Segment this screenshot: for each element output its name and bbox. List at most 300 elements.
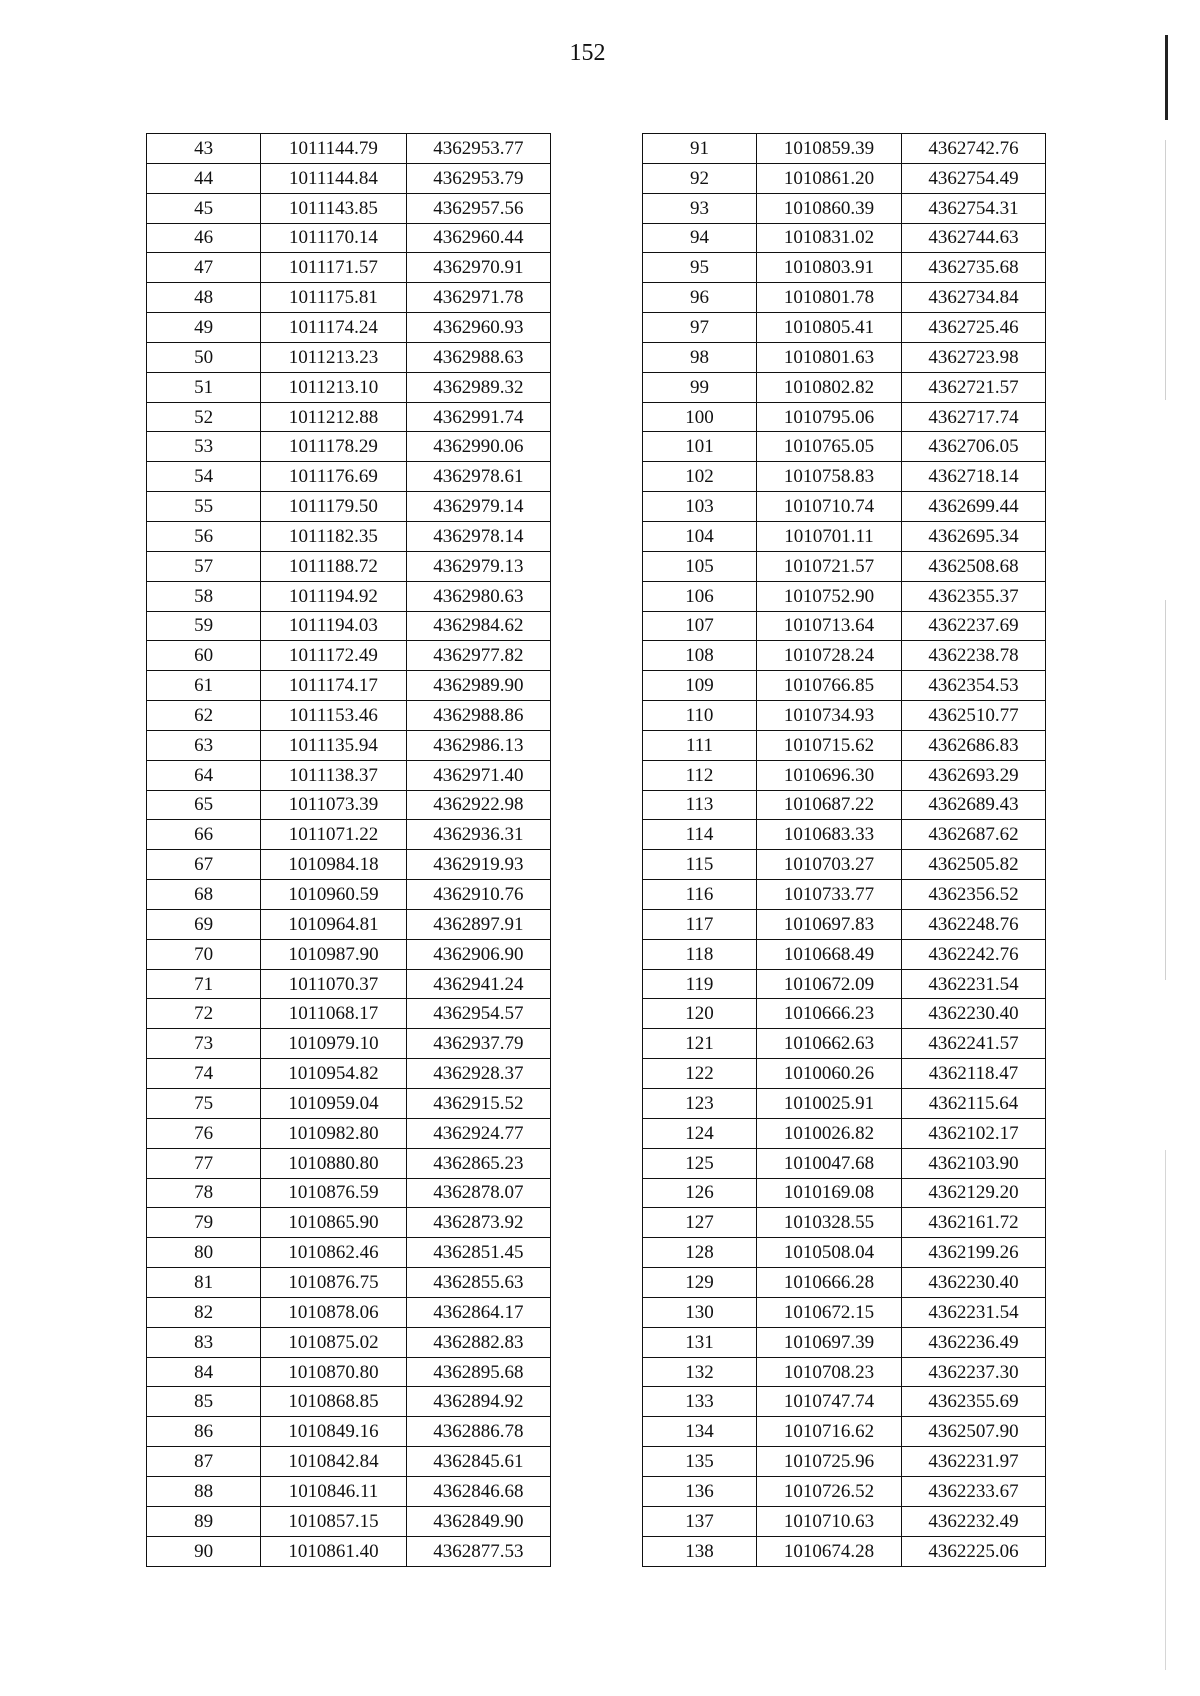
table-row <box>643 611 1046 641</box>
table-row <box>147 1357 551 1387</box>
y-coordinate-cell: 4362754.49 <box>902 163 1046 193</box>
y-coordinate-cell: 4362928.37 <box>406 1059 550 1089</box>
y-coordinate-cell: 4362984.62 <box>406 611 550 641</box>
x-coordinate-cell: 1010668.49 <box>757 939 902 969</box>
x-coordinate-cell: 1011174.17 <box>261 671 406 701</box>
y-coordinate-cell: 4362102.17 <box>902 1118 1046 1148</box>
x-coordinate-cell: 1010328.55 <box>757 1208 902 1238</box>
table-row <box>147 1297 551 1327</box>
x-coordinate-cell: 1010765.05 <box>757 432 902 462</box>
point-number-cell: 137 <box>643 1506 757 1536</box>
y-coordinate-cell: 4362241.57 <box>902 1029 1046 1059</box>
y-coordinate-cell: 4362230.40 <box>902 1268 1046 1298</box>
point-number-cell: 118 <box>643 939 757 969</box>
x-coordinate-cell: 1011070.37 <box>261 969 406 999</box>
point-number-cell: 91 <box>643 134 757 164</box>
point-number-cell: 59 <box>147 611 261 641</box>
x-coordinate-cell: 1010662.63 <box>757 1029 902 1059</box>
y-coordinate-cell: 4362354.53 <box>902 671 1046 701</box>
x-coordinate-cell: 1010734.93 <box>757 701 902 731</box>
x-coordinate-cell: 1010861.20 <box>757 163 902 193</box>
x-coordinate-cell: 1010710.74 <box>757 492 902 522</box>
x-coordinate-cell: 1011212.88 <box>261 402 406 432</box>
point-number-cell: 49 <box>147 313 261 343</box>
x-coordinate-cell: 1011179.50 <box>261 492 406 522</box>
point-number-cell: 63 <box>147 730 261 760</box>
y-coordinate-cell: 4362978.61 <box>406 462 550 492</box>
point-number-cell: 119 <box>643 969 757 999</box>
table-row <box>147 611 551 641</box>
x-coordinate-cell: 1011073.39 <box>261 790 406 820</box>
point-number-cell: 117 <box>643 909 757 939</box>
y-coordinate-cell: 4362846.68 <box>406 1476 550 1506</box>
y-coordinate-cell: 4362735.68 <box>902 253 1046 283</box>
y-coordinate-cell: 4362878.07 <box>406 1178 550 1208</box>
point-number-cell: 128 <box>643 1238 757 1268</box>
table-row <box>643 134 1046 164</box>
point-number-cell: 62 <box>147 701 261 731</box>
point-number-cell: 104 <box>643 521 757 551</box>
x-coordinate-cell: 1010672.15 <box>757 1297 902 1327</box>
point-number-cell: 92 <box>643 163 757 193</box>
y-coordinate-cell: 4362979.14 <box>406 492 550 522</box>
point-number-cell: 68 <box>147 880 261 910</box>
point-number-cell: 94 <box>643 223 757 253</box>
point-number-cell: 71 <box>147 969 261 999</box>
y-coordinate-cell: 4362103.90 <box>902 1148 1046 1178</box>
table-row <box>147 521 551 551</box>
point-number-cell: 125 <box>643 1148 757 1178</box>
table-row <box>643 462 1046 492</box>
point-number-cell: 120 <box>643 999 757 1029</box>
point-number-cell: 77 <box>147 1148 261 1178</box>
table-row <box>147 939 551 969</box>
y-coordinate-cell: 4362989.32 <box>406 372 550 402</box>
table-row <box>147 1476 551 1506</box>
point-number-cell: 76 <box>147 1118 261 1148</box>
point-number-cell: 47 <box>147 253 261 283</box>
table-row <box>147 283 551 313</box>
x-coordinate-cell: 1010878.06 <box>261 1297 406 1327</box>
point-number-cell: 90 <box>147 1536 261 1566</box>
point-number-cell: 79 <box>147 1208 261 1238</box>
table-row <box>643 551 1046 581</box>
x-coordinate-cell: 1010696.30 <box>757 760 902 790</box>
table-row <box>643 283 1046 313</box>
x-coordinate-cell: 1010766.85 <box>757 671 902 701</box>
y-coordinate-cell: 4362882.83 <box>406 1327 550 1357</box>
point-number-cell: 64 <box>147 760 261 790</box>
table-row <box>643 1178 1046 1208</box>
x-coordinate-cell: 1010987.90 <box>261 939 406 969</box>
point-number-cell: 113 <box>643 790 757 820</box>
x-coordinate-cell: 1011194.03 <box>261 611 406 641</box>
point-number-cell: 84 <box>147 1357 261 1387</box>
y-coordinate-cell: 4362248.76 <box>902 909 1046 939</box>
x-coordinate-cell: 1010805.41 <box>757 313 902 343</box>
x-coordinate-cell: 1010726.52 <box>757 1476 902 1506</box>
y-coordinate-cell: 4362225.06 <box>902 1536 1046 1566</box>
table-row <box>643 1447 1046 1477</box>
point-number-cell: 51 <box>147 372 261 402</box>
x-coordinate-cell: 1010982.80 <box>261 1118 406 1148</box>
x-coordinate-cell: 1010846.11 <box>261 1476 406 1506</box>
table-row <box>147 1327 551 1357</box>
table-row <box>147 1118 551 1148</box>
table-row <box>643 1417 1046 1447</box>
table-row <box>147 134 551 164</box>
point-number-cell: 89 <box>147 1506 261 1536</box>
point-number-cell: 83 <box>147 1327 261 1357</box>
x-coordinate-cell: 1010728.24 <box>757 641 902 671</box>
point-number-cell: 124 <box>643 1118 757 1148</box>
x-coordinate-cell: 1011176.69 <box>261 462 406 492</box>
point-number-cell: 108 <box>643 641 757 671</box>
x-coordinate-cell: 1010865.90 <box>261 1208 406 1238</box>
table-row <box>147 1089 551 1119</box>
x-coordinate-cell: 1010870.80 <box>261 1357 406 1387</box>
table-row <box>147 193 551 223</box>
x-coordinate-cell: 1010026.82 <box>757 1118 902 1148</box>
table-row <box>147 1536 551 1566</box>
x-coordinate-cell: 1011068.17 <box>261 999 406 1029</box>
table-row <box>643 1089 1046 1119</box>
x-coordinate-cell: 1010725.96 <box>757 1447 902 1477</box>
table-row <box>643 939 1046 969</box>
y-coordinate-cell: 4362906.90 <box>406 939 550 969</box>
point-number-cell: 48 <box>147 283 261 313</box>
point-number-cell: 82 <box>147 1297 261 1327</box>
point-number-cell: 55 <box>147 492 261 522</box>
point-number-cell: 116 <box>643 880 757 910</box>
x-coordinate-cell: 1011188.72 <box>261 551 406 581</box>
y-coordinate-cell: 4362936.31 <box>406 820 550 850</box>
y-coordinate-cell: 4362231.97 <box>902 1447 1046 1477</box>
y-coordinate-cell: 4362237.30 <box>902 1357 1046 1387</box>
x-coordinate-cell: 1010862.46 <box>261 1238 406 1268</box>
point-number-cell: 75 <box>147 1089 261 1119</box>
x-coordinate-cell: 1011170.14 <box>261 223 406 253</box>
y-coordinate-cell: 4362989.90 <box>406 671 550 701</box>
table-row <box>147 1387 551 1417</box>
point-number-cell: 132 <box>643 1357 757 1387</box>
x-coordinate-cell: 1011153.46 <box>261 701 406 731</box>
x-coordinate-cell: 1010715.62 <box>757 730 902 760</box>
x-coordinate-cell: 1011171.57 <box>261 253 406 283</box>
x-coordinate-cell: 1010674.28 <box>757 1536 902 1566</box>
point-number-cell: 81 <box>147 1268 261 1298</box>
point-number-cell: 96 <box>643 283 757 313</box>
y-coordinate-cell: 4362895.68 <box>406 1357 550 1387</box>
point-number-cell: 66 <box>147 820 261 850</box>
y-coordinate-cell: 4362954.57 <box>406 999 550 1029</box>
x-coordinate-cell: 1010697.39 <box>757 1327 902 1357</box>
point-number-cell: 135 <box>643 1447 757 1477</box>
table-row <box>643 790 1046 820</box>
x-coordinate-cell: 1011143.85 <box>261 193 406 223</box>
y-coordinate-cell: 4362355.69 <box>902 1387 1046 1417</box>
point-number-cell: 70 <box>147 939 261 969</box>
table-row <box>147 1029 551 1059</box>
x-coordinate-cell: 1010708.23 <box>757 1357 902 1387</box>
y-coordinate-cell: 4362979.13 <box>406 551 550 581</box>
point-number-cell: 100 <box>643 402 757 432</box>
coordinates-table-left <box>146 133 551 1567</box>
table-row <box>643 1029 1046 1059</box>
table-row <box>147 820 551 850</box>
y-coordinate-cell: 4362894.92 <box>406 1387 550 1417</box>
point-number-cell: 138 <box>643 1536 757 1566</box>
point-number-cell: 106 <box>643 581 757 611</box>
table-row <box>643 1387 1046 1417</box>
y-coordinate-cell: 4362877.53 <box>406 1536 550 1566</box>
y-coordinate-cell: 4362937.79 <box>406 1029 550 1059</box>
x-coordinate-cell: 1010849.16 <box>261 1417 406 1447</box>
y-coordinate-cell: 4362980.63 <box>406 581 550 611</box>
y-coordinate-cell: 4362855.63 <box>406 1268 550 1298</box>
x-coordinate-cell: 1010868.85 <box>261 1387 406 1417</box>
y-coordinate-cell: 4362988.63 <box>406 342 550 372</box>
table-row <box>643 581 1046 611</box>
y-coordinate-cell: 4362922.98 <box>406 790 550 820</box>
y-coordinate-cell: 4362986.13 <box>406 730 550 760</box>
x-coordinate-cell: 1010876.59 <box>261 1178 406 1208</box>
table-row <box>643 223 1046 253</box>
table-row <box>147 1268 551 1298</box>
x-coordinate-cell: 1010979.10 <box>261 1029 406 1059</box>
table-row <box>643 850 1046 880</box>
table-row <box>643 701 1046 731</box>
y-coordinate-cell: 4362991.74 <box>406 402 550 432</box>
table-row <box>643 1148 1046 1178</box>
x-coordinate-cell: 1010859.39 <box>757 134 902 164</box>
table-row <box>643 432 1046 462</box>
x-coordinate-cell: 1010861.40 <box>261 1536 406 1566</box>
x-coordinate-cell: 1010672.09 <box>757 969 902 999</box>
table-row <box>643 760 1046 790</box>
y-coordinate-cell: 4362199.26 <box>902 1238 1046 1268</box>
table-row <box>147 1506 551 1536</box>
x-coordinate-cell: 1010860.39 <box>757 193 902 223</box>
point-number-cell: 101 <box>643 432 757 462</box>
y-coordinate-cell: 4362744.63 <box>902 223 1046 253</box>
x-coordinate-cell: 1010683.33 <box>757 820 902 850</box>
y-coordinate-cell: 4362919.93 <box>406 850 550 880</box>
y-coordinate-cell: 4362689.43 <box>902 790 1046 820</box>
point-number-cell: 130 <box>643 1297 757 1327</box>
point-number-cell: 133 <box>643 1387 757 1417</box>
table-row <box>643 1357 1046 1387</box>
y-coordinate-cell: 4362915.52 <box>406 1089 550 1119</box>
y-coordinate-cell: 4362851.45 <box>406 1238 550 1268</box>
point-number-cell: 98 <box>643 342 757 372</box>
point-number-cell: 109 <box>643 671 757 701</box>
x-coordinate-cell: 1011172.49 <box>261 641 406 671</box>
scan-edge-mark <box>1165 1150 1166 1670</box>
point-number-cell: 111 <box>643 730 757 760</box>
table-row <box>147 492 551 522</box>
point-number-cell: 131 <box>643 1327 757 1357</box>
x-coordinate-cell: 1011213.10 <box>261 372 406 402</box>
x-coordinate-cell: 1011144.84 <box>261 163 406 193</box>
table-row <box>147 969 551 999</box>
point-number-cell: 99 <box>643 372 757 402</box>
y-coordinate-cell: 4362161.72 <box>902 1208 1046 1238</box>
point-number-cell: 52 <box>147 402 261 432</box>
x-coordinate-cell: 1010880.80 <box>261 1148 406 1178</box>
page-number: 152 <box>569 40 606 66</box>
scan-edge-mark <box>1165 35 1168 120</box>
x-coordinate-cell: 1010795.06 <box>757 402 902 432</box>
table-row <box>643 372 1046 402</box>
table-row <box>147 880 551 910</box>
y-coordinate-cell: 4362706.05 <box>902 432 1046 462</box>
point-number-cell: 85 <box>147 1387 261 1417</box>
point-number-cell: 93 <box>643 193 757 223</box>
point-number-cell: 45 <box>147 193 261 223</box>
table-row <box>147 1059 551 1089</box>
table-row <box>147 790 551 820</box>
y-coordinate-cell: 4362693.29 <box>902 760 1046 790</box>
table-row <box>147 1238 551 1268</box>
table-body <box>643 134 1046 1567</box>
y-coordinate-cell: 4362977.82 <box>406 641 550 671</box>
x-coordinate-cell: 1010960.59 <box>261 880 406 910</box>
table-row <box>147 432 551 462</box>
y-coordinate-cell: 4362971.78 <box>406 283 550 313</box>
table-row <box>643 342 1046 372</box>
y-coordinate-cell: 4362723.98 <box>902 342 1046 372</box>
table-row <box>147 253 551 283</box>
y-coordinate-cell: 4362118.47 <box>902 1059 1046 1089</box>
x-coordinate-cell: 1010716.62 <box>757 1417 902 1447</box>
point-number-cell: 110 <box>643 701 757 731</box>
table-row <box>147 402 551 432</box>
table-row <box>147 313 551 343</box>
table-row <box>643 671 1046 701</box>
table-row <box>147 850 551 880</box>
table-row <box>147 1447 551 1477</box>
y-coordinate-cell: 4362718.14 <box>902 462 1046 492</box>
y-coordinate-cell: 4362695.34 <box>902 521 1046 551</box>
y-coordinate-cell: 4362233.67 <box>902 1476 1046 1506</box>
point-number-cell: 69 <box>147 909 261 939</box>
table-row <box>643 1268 1046 1298</box>
y-coordinate-cell: 4362865.23 <box>406 1148 550 1178</box>
y-coordinate-cell: 4362231.54 <box>902 969 1046 999</box>
table-row <box>643 641 1046 671</box>
x-coordinate-cell: 1010508.04 <box>757 1238 902 1268</box>
x-coordinate-cell: 1011213.23 <box>261 342 406 372</box>
point-number-cell: 53 <box>147 432 261 462</box>
table-row <box>643 1297 1046 1327</box>
point-number-cell: 134 <box>643 1417 757 1447</box>
table-body <box>147 134 551 1567</box>
table-row <box>147 1178 551 1208</box>
point-number-cell: 115 <box>643 850 757 880</box>
y-coordinate-cell: 4362873.92 <box>406 1208 550 1238</box>
table-row <box>643 730 1046 760</box>
x-coordinate-cell: 1010801.78 <box>757 283 902 313</box>
table-row <box>643 1506 1046 1536</box>
x-coordinate-cell: 1010758.83 <box>757 462 902 492</box>
table-row <box>147 760 551 790</box>
point-number-cell: 105 <box>643 551 757 581</box>
table-row <box>643 1208 1046 1238</box>
y-coordinate-cell: 4362505.82 <box>902 850 1046 880</box>
x-coordinate-cell: 1010169.08 <box>757 1178 902 1208</box>
x-coordinate-cell: 1010687.22 <box>757 790 902 820</box>
table-row <box>147 641 551 671</box>
y-coordinate-cell: 4362960.93 <box>406 313 550 343</box>
x-coordinate-cell: 1010857.15 <box>261 1506 406 1536</box>
point-number-cell: 112 <box>643 760 757 790</box>
y-coordinate-cell: 4362508.68 <box>902 551 1046 581</box>
point-number-cell: 114 <box>643 820 757 850</box>
point-number-cell: 60 <box>147 641 261 671</box>
table-row <box>643 402 1046 432</box>
y-coordinate-cell: 4362957.56 <box>406 193 550 223</box>
x-coordinate-cell: 1011135.94 <box>261 730 406 760</box>
y-coordinate-cell: 4362970.91 <box>406 253 550 283</box>
y-coordinate-cell: 4362886.78 <box>406 1417 550 1447</box>
y-coordinate-cell: 4362510.77 <box>902 701 1046 731</box>
x-coordinate-cell: 1010964.81 <box>261 909 406 939</box>
y-coordinate-cell: 4362115.64 <box>902 1089 1046 1119</box>
y-coordinate-cell: 4362953.77 <box>406 134 550 164</box>
point-number-cell: 136 <box>643 1476 757 1506</box>
y-coordinate-cell: 4362924.77 <box>406 1118 550 1148</box>
point-number-cell: 102 <box>643 462 757 492</box>
y-coordinate-cell: 4362686.83 <box>902 730 1046 760</box>
coordinates-table-right <box>642 133 1046 1567</box>
point-number-cell: 78 <box>147 1178 261 1208</box>
point-number-cell: 72 <box>147 999 261 1029</box>
table-row <box>643 1238 1046 1268</box>
x-coordinate-cell: 1010801.63 <box>757 342 902 372</box>
y-coordinate-cell: 4362355.37 <box>902 581 1046 611</box>
scan-edge-mark <box>1165 140 1166 400</box>
x-coordinate-cell: 1010876.75 <box>261 1268 406 1298</box>
table-row <box>643 969 1046 999</box>
y-coordinate-cell: 4362242.76 <box>902 939 1046 969</box>
point-number-cell: 122 <box>643 1059 757 1089</box>
point-number-cell: 129 <box>643 1268 757 1298</box>
table-row <box>643 880 1046 910</box>
y-coordinate-cell: 4362988.86 <box>406 701 550 731</box>
y-coordinate-cell: 4362960.44 <box>406 223 550 253</box>
y-coordinate-cell: 4362231.54 <box>902 1297 1046 1327</box>
point-number-cell: 97 <box>643 313 757 343</box>
x-coordinate-cell: 1011194.92 <box>261 581 406 611</box>
x-coordinate-cell: 1010954.82 <box>261 1059 406 1089</box>
point-number-cell: 46 <box>147 223 261 253</box>
scan-edge-mark <box>1165 600 1166 980</box>
y-coordinate-cell: 4362941.24 <box>406 969 550 999</box>
point-number-cell: 121 <box>643 1029 757 1059</box>
point-number-cell: 56 <box>147 521 261 551</box>
x-coordinate-cell: 1010701.11 <box>757 521 902 551</box>
table-row <box>147 909 551 939</box>
x-coordinate-cell: 1011174.24 <box>261 313 406 343</box>
x-coordinate-cell: 1010710.63 <box>757 1506 902 1536</box>
y-coordinate-cell: 4362230.40 <box>902 999 1046 1029</box>
y-coordinate-cell: 4362699.44 <box>902 492 1046 522</box>
point-number-cell: 123 <box>643 1089 757 1119</box>
point-number-cell: 127 <box>643 1208 757 1238</box>
x-coordinate-cell: 1010875.02 <box>261 1327 406 1357</box>
y-coordinate-cell: 4362742.76 <box>902 134 1046 164</box>
